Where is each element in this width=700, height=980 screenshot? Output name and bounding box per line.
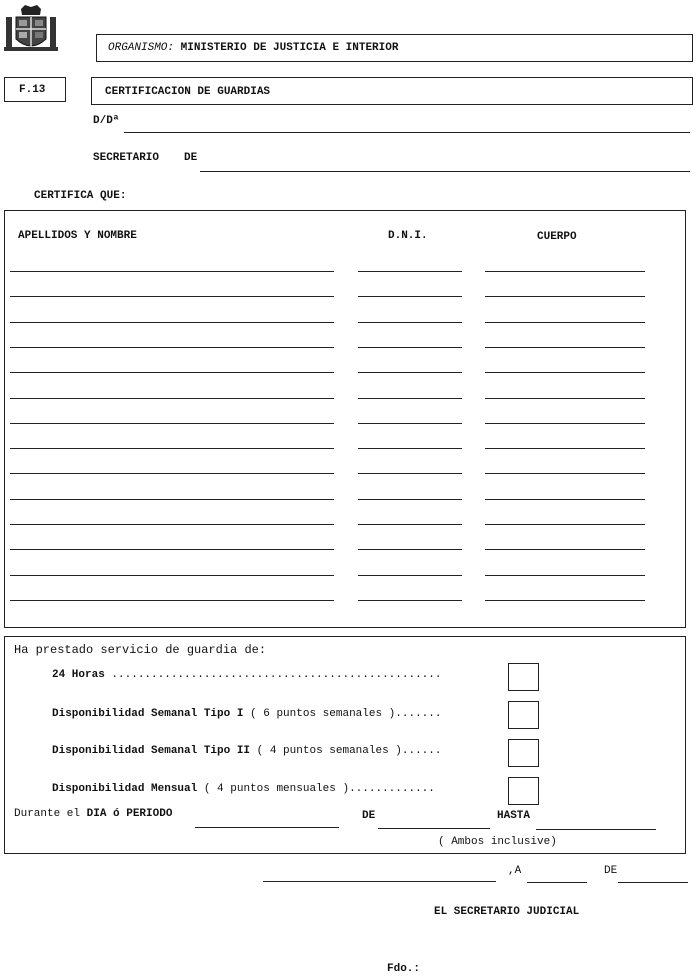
table-row-dni-line[interactable] (358, 423, 462, 424)
table-row-dni-line[interactable] (358, 296, 462, 297)
table-row-cuerpo-line[interactable] (485, 347, 645, 348)
table-row-dni-line[interactable] (358, 398, 462, 399)
table-row-name-line[interactable] (10, 499, 334, 500)
durante-de-label: DE (362, 810, 376, 822)
hasta-label: HASTA (497, 810, 531, 822)
table-row-dni-line[interactable] (358, 473, 462, 474)
table-row-name-line[interactable] (10, 322, 334, 323)
table-row-name-line[interactable] (10, 524, 334, 525)
organismo-line (108, 42, 398, 54)
table-row-dni-line[interactable] (358, 372, 462, 373)
certifica-label: CERTIFICA QUE: (34, 190, 127, 202)
col-header-name: APELLIDOS Y NOMBRE (18, 230, 137, 242)
month-input-line[interactable] (618, 882, 688, 883)
table-row-cuerpo-line[interactable] (485, 372, 645, 373)
col-header-cuerpo: CUERPO (537, 231, 577, 243)
table-row-cuerpo-line[interactable] (485, 549, 645, 550)
secretario-input-line[interactable] (200, 171, 690, 172)
durante-de-input-line[interactable] (378, 828, 490, 829)
table-row-cuerpo-line[interactable] (485, 499, 645, 500)
table-row-dni-line[interactable] (358, 600, 462, 601)
table-row-name-line[interactable] (10, 448, 334, 449)
table-row-cuerpo-line[interactable] (485, 322, 645, 323)
checkbox-semanal-1[interactable] (508, 701, 539, 729)
table-row-cuerpo-line[interactable] (485, 271, 645, 272)
personnel-table (4, 210, 686, 628)
day-input-line[interactable] (527, 882, 587, 883)
checkbox-24h[interactable] (508, 663, 539, 691)
table-row-name-line[interactable] (10, 372, 334, 373)
option-24h-label: 24 Horas (52, 669, 105, 681)
durante-prefix: Durante el (14, 808, 81, 820)
table-row-name-line[interactable] (10, 271, 334, 272)
table-row-dni-line[interactable] (358, 322, 462, 323)
durante-dia-periodo: DIA ó PERIODO (86, 808, 173, 820)
form-title: CERTIFICACION DE GUARDIAS (105, 86, 271, 98)
service-intro: Ha prestado servicio de guardia de: (14, 643, 267, 657)
secretario-de-label: DE (184, 152, 198, 164)
table-row-name-line[interactable] (10, 549, 334, 550)
organismo-label: ORGANISMO: (108, 42, 175, 54)
checkbox-semanal-2[interactable] (508, 739, 539, 767)
option-semanal-1-label: Disponibilidad Semanal Tipo I (52, 708, 244, 720)
table-row-dni-line[interactable] (358, 271, 462, 272)
col-header-dni: D.N.I. (388, 230, 428, 242)
dd-label: D/Dª (93, 115, 120, 127)
dd-input-line[interactable] (124, 132, 690, 133)
table-row-cuerpo-line[interactable] (485, 398, 645, 399)
option-semanal-2-label: Disponibilidad Semanal Tipo II (52, 745, 251, 757)
table-row-name-line[interactable] (10, 398, 334, 399)
signer-label: EL SECRETARIO JUDICIAL (434, 906, 580, 918)
table-row-dni-line[interactable] (358, 347, 462, 348)
table-row-cuerpo-line[interactable] (485, 575, 645, 576)
table-row-cuerpo-line[interactable] (485, 524, 645, 525)
checkbox-mensual[interactable] (508, 777, 539, 805)
table-row-cuerpo-line[interactable] (485, 448, 645, 449)
option-semanal-2 (52, 745, 442, 757)
a-label: ,A (508, 865, 522, 877)
ambos-inclusive: ( Ambos inclusive) (438, 836, 557, 848)
option-mensual-label: Disponibilidad Mensual (52, 783, 198, 795)
secretario-label: SECRETARIO (93, 152, 160, 164)
table-row-name-line[interactable] (10, 600, 334, 601)
table-row-name-line[interactable] (10, 296, 334, 297)
table-row-cuerpo-line[interactable] (485, 296, 645, 297)
table-row-name-line[interactable] (10, 347, 334, 348)
form-code: F.13 (19, 84, 46, 96)
fdo-label: Fdo.: (387, 963, 421, 975)
option-mensual-detail: ( 4 puntos mensuales )............. (203, 783, 435, 795)
option-24h-dots: .................................................. (111, 669, 442, 681)
option-24h (52, 669, 441, 681)
table-row-cuerpo-line[interactable] (485, 473, 645, 474)
option-semanal-2-detail: ( 4 puntos semanales )...... (256, 745, 442, 757)
durante-line (14, 808, 172, 820)
table-row-dni-line[interactable] (358, 549, 462, 550)
footer-de-label: DE (604, 865, 618, 877)
option-semanal-1-detail: ( 6 puntos semanales )....... (250, 708, 442, 720)
table-row-cuerpo-line[interactable] (485, 423, 645, 424)
hasta-input-line[interactable] (536, 829, 656, 830)
table-row-dni-line[interactable] (358, 448, 462, 449)
place-input-line[interactable] (263, 881, 496, 882)
table-row-name-line[interactable] (10, 575, 334, 576)
organismo-value: MINISTERIO DE JUSTICIA E INTERIOR (180, 42, 399, 54)
table-row-dni-line[interactable] (358, 575, 462, 576)
table-row-dni-line[interactable] (358, 524, 462, 525)
option-semanal-1 (52, 708, 441, 720)
durante-input-line[interactable] (195, 827, 339, 828)
option-mensual (52, 783, 435, 795)
coat-of-arms-icon (4, 3, 58, 55)
table-row-name-line[interactable] (10, 473, 334, 474)
table-row-name-line[interactable] (10, 423, 334, 424)
table-row-dni-line[interactable] (358, 499, 462, 500)
table-row-cuerpo-line[interactable] (485, 600, 645, 601)
